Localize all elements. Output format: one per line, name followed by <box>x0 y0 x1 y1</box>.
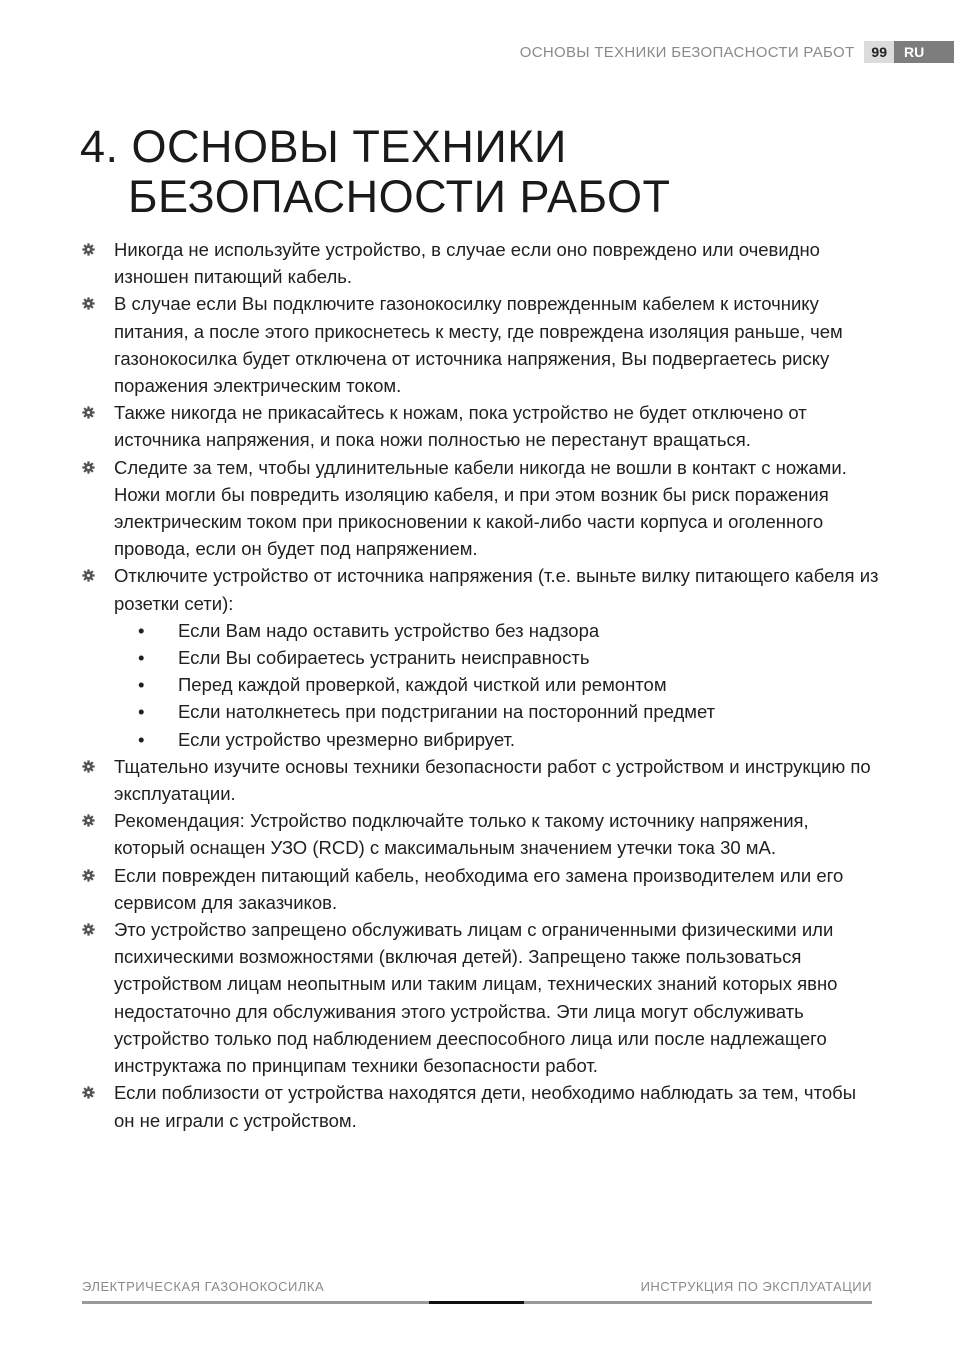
list-item-text: Это устройство запрещено обслуживать лицам с ограниченными физическими или психическими возможностями (включая детей). Запрещено также пользоваться устройством лицам неопытным или таким лицам, технических знаний которых явно недостаточно для обслуживания этого устройства. Эти лица могут обслуживать устройство только под наблюдением дееспособного лица или после надлежащего инструктажа по принципам техники безопасности работ. <box>114 919 838 1077</box>
chapter-title <box>80 122 670 222</box>
list-item-text: Следите за тем, чтобы удлинительные кабели никогда не вошли в контакт с ножами. Ножи могли бы повредить изоляцию кабеля, и при этом возник бы риск поражения электрическим током при прикосновении к какой-либо части корпуса и оголенного провода, если он будет под напряжением. <box>114 456 847 560</box>
gear-icon <box>82 869 95 882</box>
list-item-text: Если поблизости от устройства находятся дети, необходимо наблюдать за тем, чтобы он не играли с устройством. <box>114 1082 857 1131</box>
list-item <box>80 1079 880 1133</box>
bullet-dot-icon: • <box>138 647 145 669</box>
list-item <box>80 399 880 453</box>
chapter-title-line2: БЕЗОПАСНОСТИ РАБОТ <box>128 171 671 222</box>
bullet-dot-icon: • <box>138 619 145 641</box>
footer-divider-accent <box>429 1301 524 1304</box>
gear-icon <box>82 297 95 310</box>
chapter-title-line1: 4. ОСНОВЫ ТЕХНИКИ <box>80 121 567 172</box>
list-item-text: Отключите устройство от источника напряжения (т.е. выньте вилку питающего кабеля из розетки сети): <box>114 565 879 614</box>
page-header <box>520 41 954 63</box>
list-item-text: Также никогда не прикасайтесь к ножам, пока устройство не будет отключено от источника напряжения, и пока ножи полностью не перестанут вращаться. <box>114 402 807 451</box>
list-item <box>80 916 880 1079</box>
list-item <box>80 454 880 563</box>
language-badge: RU <box>894 41 954 63</box>
gear-icon <box>82 406 95 419</box>
bullet-dot-icon: • <box>138 728 145 750</box>
list-item <box>80 753 880 807</box>
sub-list-item <box>80 617 880 644</box>
sub-list <box>80 617 880 753</box>
list-item <box>80 290 880 399</box>
sub-list-item-text: Если Вы собираетесь устранить неисправность <box>178 647 590 669</box>
footer-product-name: ЭЛЕКТРИЧЕСКАЯ ГАЗОНОКОСИЛКА <box>82 1279 325 1294</box>
list-item-text: Если поврежден питающий кабель, необходима его замена производителем или его сервисом для заказчиков. <box>114 864 844 913</box>
sub-list-item <box>80 698 880 725</box>
page-footer <box>82 1279 872 1309</box>
gear-icon <box>82 923 95 936</box>
gear-icon <box>82 461 95 474</box>
sub-list-item <box>80 644 880 671</box>
gear-icon <box>82 1086 95 1099</box>
list-item <box>80 862 880 916</box>
bullet-dot-icon: • <box>138 701 145 723</box>
footer-document-type: ИНСТРУКЦИЯ ПО ЭКСПЛУАТАЦИИ <box>640 1279 872 1294</box>
gear-icon <box>82 569 95 582</box>
sub-list-item-text: Если устройство чрезмерно вибрирует. <box>178 728 516 750</box>
sub-list-item-text: Если натолкнетесь при подстригании на посторонний предмет <box>178 701 716 723</box>
gear-icon <box>82 760 95 773</box>
sub-list-item <box>80 671 880 698</box>
sub-list-item-text: Перед каждой проверкой, каждой чисткой или ремонтом <box>178 674 667 696</box>
list-item-text: Никогда не используйте устройство, в случае если оно повреждено или очевидно изношен питающий кабель. <box>114 239 820 288</box>
list-item <box>80 807 880 861</box>
bullet-dot-icon: • <box>138 674 145 696</box>
gear-icon <box>82 814 95 827</box>
list-item <box>80 236 880 290</box>
page-number: 99 <box>864 41 894 63</box>
list-item-text: Тщательно изучите основы техники безопасности работ с устройством и инструкцию по эксплуатации. <box>114 755 871 805</box>
sub-list-item <box>80 726 880 753</box>
header-section-title: ОСНОВЫ ТЕХНИКИ БЕЗОПАСНОСТИ РАБОТ <box>519 43 855 61</box>
list-item-text: В случае если Вы подключите газонокосилку поврежденным кабелем к источнику питания, а после этого прикоснетесь к месту, где повреждена изоляция раньше, чем газонокосилка будет отключена от источника напряжения, Вы подвергаетесь риску поражения электрическим током. <box>114 293 843 397</box>
list-item <box>80 562 880 616</box>
list-item-text: Рекомендация: Устройство подключайте только к такому источнику напряжения, который оснащен УЗО (RCD) с максимальным значением утечки тока 30 мА. <box>114 810 809 859</box>
sub-list-item-text: Если Вам надо оставить устройство без надзора <box>178 619 600 641</box>
gear-icon <box>82 243 95 256</box>
safety-rules-list <box>80 236 880 1134</box>
